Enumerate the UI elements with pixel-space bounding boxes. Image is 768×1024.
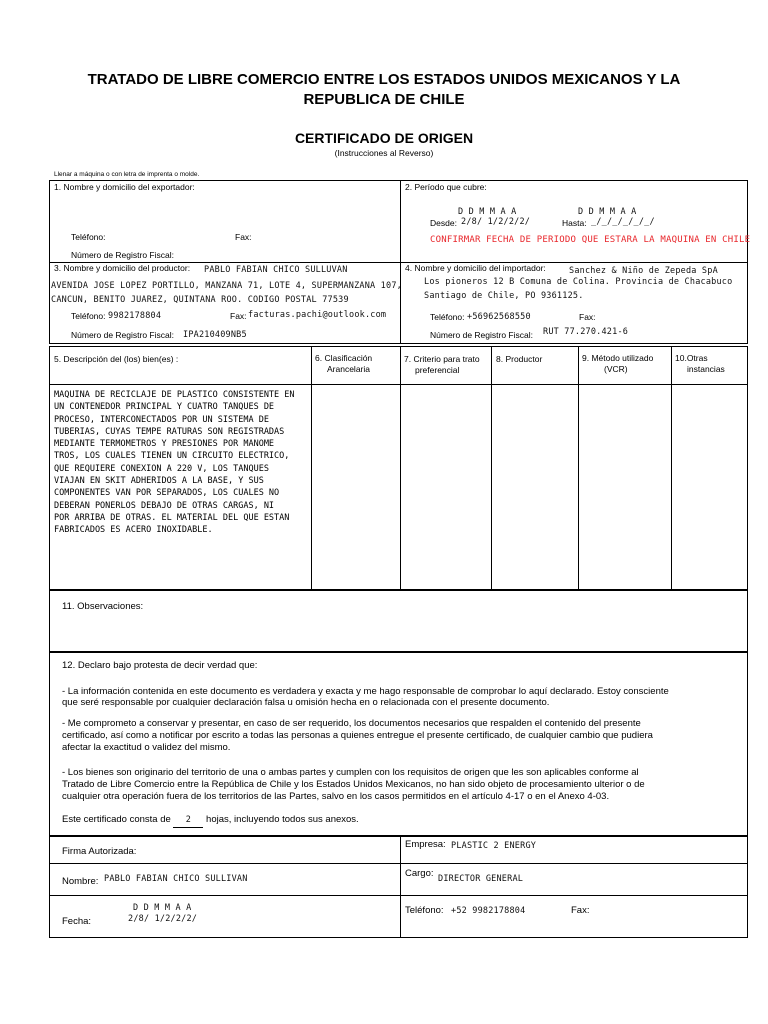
certificate-title: CERTIFICADO DE ORIGEN xyxy=(294,130,474,146)
description-line: COMPONENTES VAN POR SEPARADOS, LOS CUALES NO xyxy=(54,488,280,499)
pages-statement xyxy=(62,814,359,828)
description-line: FABRICADOS ES ACERO INOXIDABLE. xyxy=(54,525,213,536)
authorized-signature-label: Firma Autorizada: xyxy=(62,846,137,857)
observations-box[interactable] xyxy=(49,590,748,652)
producer-tax-value[interactable]: IPA210409NB5 xyxy=(183,330,247,340)
col-method-header-1: 9. Método utilizado xyxy=(582,353,654,363)
pages-suffix: hojas, incluyendo todos sus anexos. xyxy=(203,814,359,825)
signature-fax-label: Fax: xyxy=(571,905,590,916)
goods-description[interactable] xyxy=(54,389,310,537)
description-line: MEDIANTE TERMOMETROS Y PRESIONES POR MANOME xyxy=(54,439,275,450)
exporter-phone-label: Teléfono: xyxy=(71,232,106,242)
importer-tax-label: Número de Registro Fiscal: xyxy=(430,330,533,340)
document-title-line-2: REPUBLICA DE CHILE xyxy=(303,91,465,108)
name-label: Nombre: xyxy=(62,876,99,887)
declaration-p3-l2: Tratado de Libre Comercio entre la República de Chile y los Estados Unidos Mexicanos, no han sido objeto de procesamiento ulterior o de xyxy=(62,779,645,790)
producer-fax-label: Fax: xyxy=(230,311,247,321)
declaration-p2-l1: - Me comprometo a conservar y presentar, en caso de ser requerido, los documentos necesarios que respalden el contenido del presente xyxy=(62,718,641,729)
period-to-value[interactable]: _/_/_/_/_/_/ xyxy=(591,217,655,227)
description-line: TUBERIAS, CUYAS TEMPE RATURAS SON REGISTRADAS xyxy=(54,426,285,437)
producer-address-line-1[interactable]: AVENIDA JOSE LOPEZ PORTILLO, MANZANA 71, LOTE 4, SUPERMANZANA 107, xyxy=(51,281,402,291)
fill-instruction: Llenar a máquina o con letra de imprenta o molde. xyxy=(54,171,200,178)
signature-phone-value[interactable]: +52 9982178804 xyxy=(451,906,526,916)
name-value[interactable]: PABLO FABIAN CHICO SULLIVAN xyxy=(104,874,248,884)
producer-name[interactable]: PABLO FABIAN CHICO SULLUVAN xyxy=(204,265,348,275)
importer-tax-value[interactable]: RUT 77.270.421-6 xyxy=(543,327,629,337)
importer-fax-label: Fax: xyxy=(579,312,596,322)
col-method-header-2: (VCR) xyxy=(604,364,628,374)
declaration-heading: 12. Declaro bajo protesta de decir verdad que: xyxy=(62,660,258,671)
col-tariff-header-1: 6. Clasificación xyxy=(315,353,373,363)
col-other-header-1: 10.Otras xyxy=(675,353,708,363)
exporter-label: 1. Nombre y domicilio del exportador: xyxy=(54,182,195,192)
description-line: POR ARRIBA DE OTRAS. EL MATERIAL DEL QUE ESTAN xyxy=(54,512,290,523)
declaration-p3-l3: cualquier otra operación fuera de los territorios de las Partes, salvo en los casos permitidos en el artículo 4-17 o en el Anexo 4-03. xyxy=(62,791,610,802)
pages-count[interactable]: 2 xyxy=(173,815,203,828)
date-label: Fecha: xyxy=(62,916,92,927)
importer-label: 4. Nombre y domicilio del importador: xyxy=(405,263,546,273)
exporter-fax-label: Fax: xyxy=(235,232,252,242)
col-other-header-2: instancias xyxy=(687,364,725,374)
col-criteria-header-2: preferencial xyxy=(415,365,460,375)
company-label: Empresa: xyxy=(405,839,446,850)
declaration-p2-l2: certificado, así como a notificar por escrito a todas las personas a quienes entregue el presente certificado, de cualquier cambio que pudiera xyxy=(62,730,653,741)
description-line: QUE REQUIERE CONEXION A 220 V, LOS TANQUES xyxy=(54,463,269,474)
producer-phone-value[interactable]: 9982178804 xyxy=(108,311,162,321)
certificate-subtitle: (Instrucciones al Reverso) xyxy=(334,148,434,158)
col-tariff-header-2: Arancelaria xyxy=(327,364,370,374)
producer-address-line-2[interactable]: CANCUN, BENITO JUAREZ, QUINTANA ROO. CODIGO POSTAL 77539 xyxy=(51,295,349,305)
importer-phone-value[interactable]: +56962568550 xyxy=(467,312,531,322)
company-value[interactable]: PLASTIC 2 ENERGY xyxy=(451,841,537,851)
producer-fax-value[interactable]: facturas.pachi@outlook.com xyxy=(248,310,387,320)
declaration-p3-l1: - Los bienes son originario del territorio de una o ambas partes y cumplen con los requisitos de origen que les son aplicables conforme al xyxy=(62,767,639,778)
description-line: VIAJAN EN SKIT ADHERIDOS A LA BASE, Y SUS xyxy=(54,476,264,487)
importer-address-line-1[interactable]: Los pioneros 12 B Comuna de Colina. Provincia de Chacabuco xyxy=(424,277,733,287)
signature-phone-label: Teléfono: xyxy=(405,905,444,916)
declaration-p1-l2: que seré responsable por cualquier declaración falsa u omisión hecha en o relacionada con el presente documento. xyxy=(62,697,550,708)
period-label: 2. Período que cubre: xyxy=(405,182,487,192)
description-line: PROCESO, INTERCONECTADOS POR UN SISTEMA DE xyxy=(54,414,269,425)
document-title-line-1: TRATADO DE LIBRE COMERCIO ENTRE LOS ESTADOS UNIDOS MEXICANOS Y LA xyxy=(87,71,681,88)
producer-tax-label: Número de Registro Fiscal: xyxy=(71,330,174,340)
importer-address-line-2[interactable]: Santiago de Chile, PO 9361125. xyxy=(424,291,584,301)
date-value[interactable]: 2/8/ 1/2/2/2/ xyxy=(128,914,198,924)
declaration-p1-l1: - La información contenida en este documento es verdadera y exacta y me hago responsable de comprobar lo aquí declarado. Estoy consciente xyxy=(62,686,669,697)
period-to-label: Hasta: xyxy=(562,218,587,228)
position-label: Cargo: xyxy=(405,868,434,879)
pages-prefix: Este certificado consta de xyxy=(62,814,174,825)
date-ddmmaa: D D M M A A xyxy=(133,903,192,913)
producer-phone-label: Teléfono: xyxy=(71,311,106,321)
period-from-value[interactable]: 2/8/ 1/2/2/2/ xyxy=(461,217,531,227)
col-description-header: 5. Descripción del (los) bien(es) : xyxy=(54,354,179,364)
description-line: TROS, LOS CUALES TIENEN UN CIRCUITO ELECTRICO, xyxy=(54,451,290,462)
position-value[interactable]: DIRECTOR GENERAL xyxy=(438,874,524,884)
description-line: UN CONTENEDOR PRINCIPAL Y CUATRO TANQUES DE xyxy=(54,402,275,413)
declaration-p2-l3: afectar la exactitud o validez del mismo. xyxy=(62,742,231,753)
description-line: MAQUINA DE RECICLAJE DE PLASTICO CONSISTENTE EN xyxy=(54,390,295,400)
period-from-label: Desde: xyxy=(430,218,457,228)
period-from-ddmmaa: D D M M A A xyxy=(458,207,517,217)
exporter-tax-label: Número de Registro Fiscal: xyxy=(71,250,174,260)
importer-phone-label: Teléfono: xyxy=(430,312,465,322)
period-note: CONFIRMAR FECHA DE PERIODO QUE ESTARA LA MAQUINA EN CHILE xyxy=(430,235,751,245)
importer-name[interactable]: Sanchez & Niño de Zepeda SpA xyxy=(569,266,718,276)
col-producer-header: 8. Productor xyxy=(496,354,543,364)
period-to-ddmmaa: D D M M A A xyxy=(578,207,637,217)
observations-label: 11. Observaciones: xyxy=(62,601,144,612)
col-criteria-header-1: 7. Criterio para trato xyxy=(404,354,480,364)
producer-label: 3. Nombre y domicilio del productor: xyxy=(54,263,191,273)
description-line: DEBERAN PONERLOS DEBAJO DE OTRAS CARGAS, NI xyxy=(54,500,275,511)
